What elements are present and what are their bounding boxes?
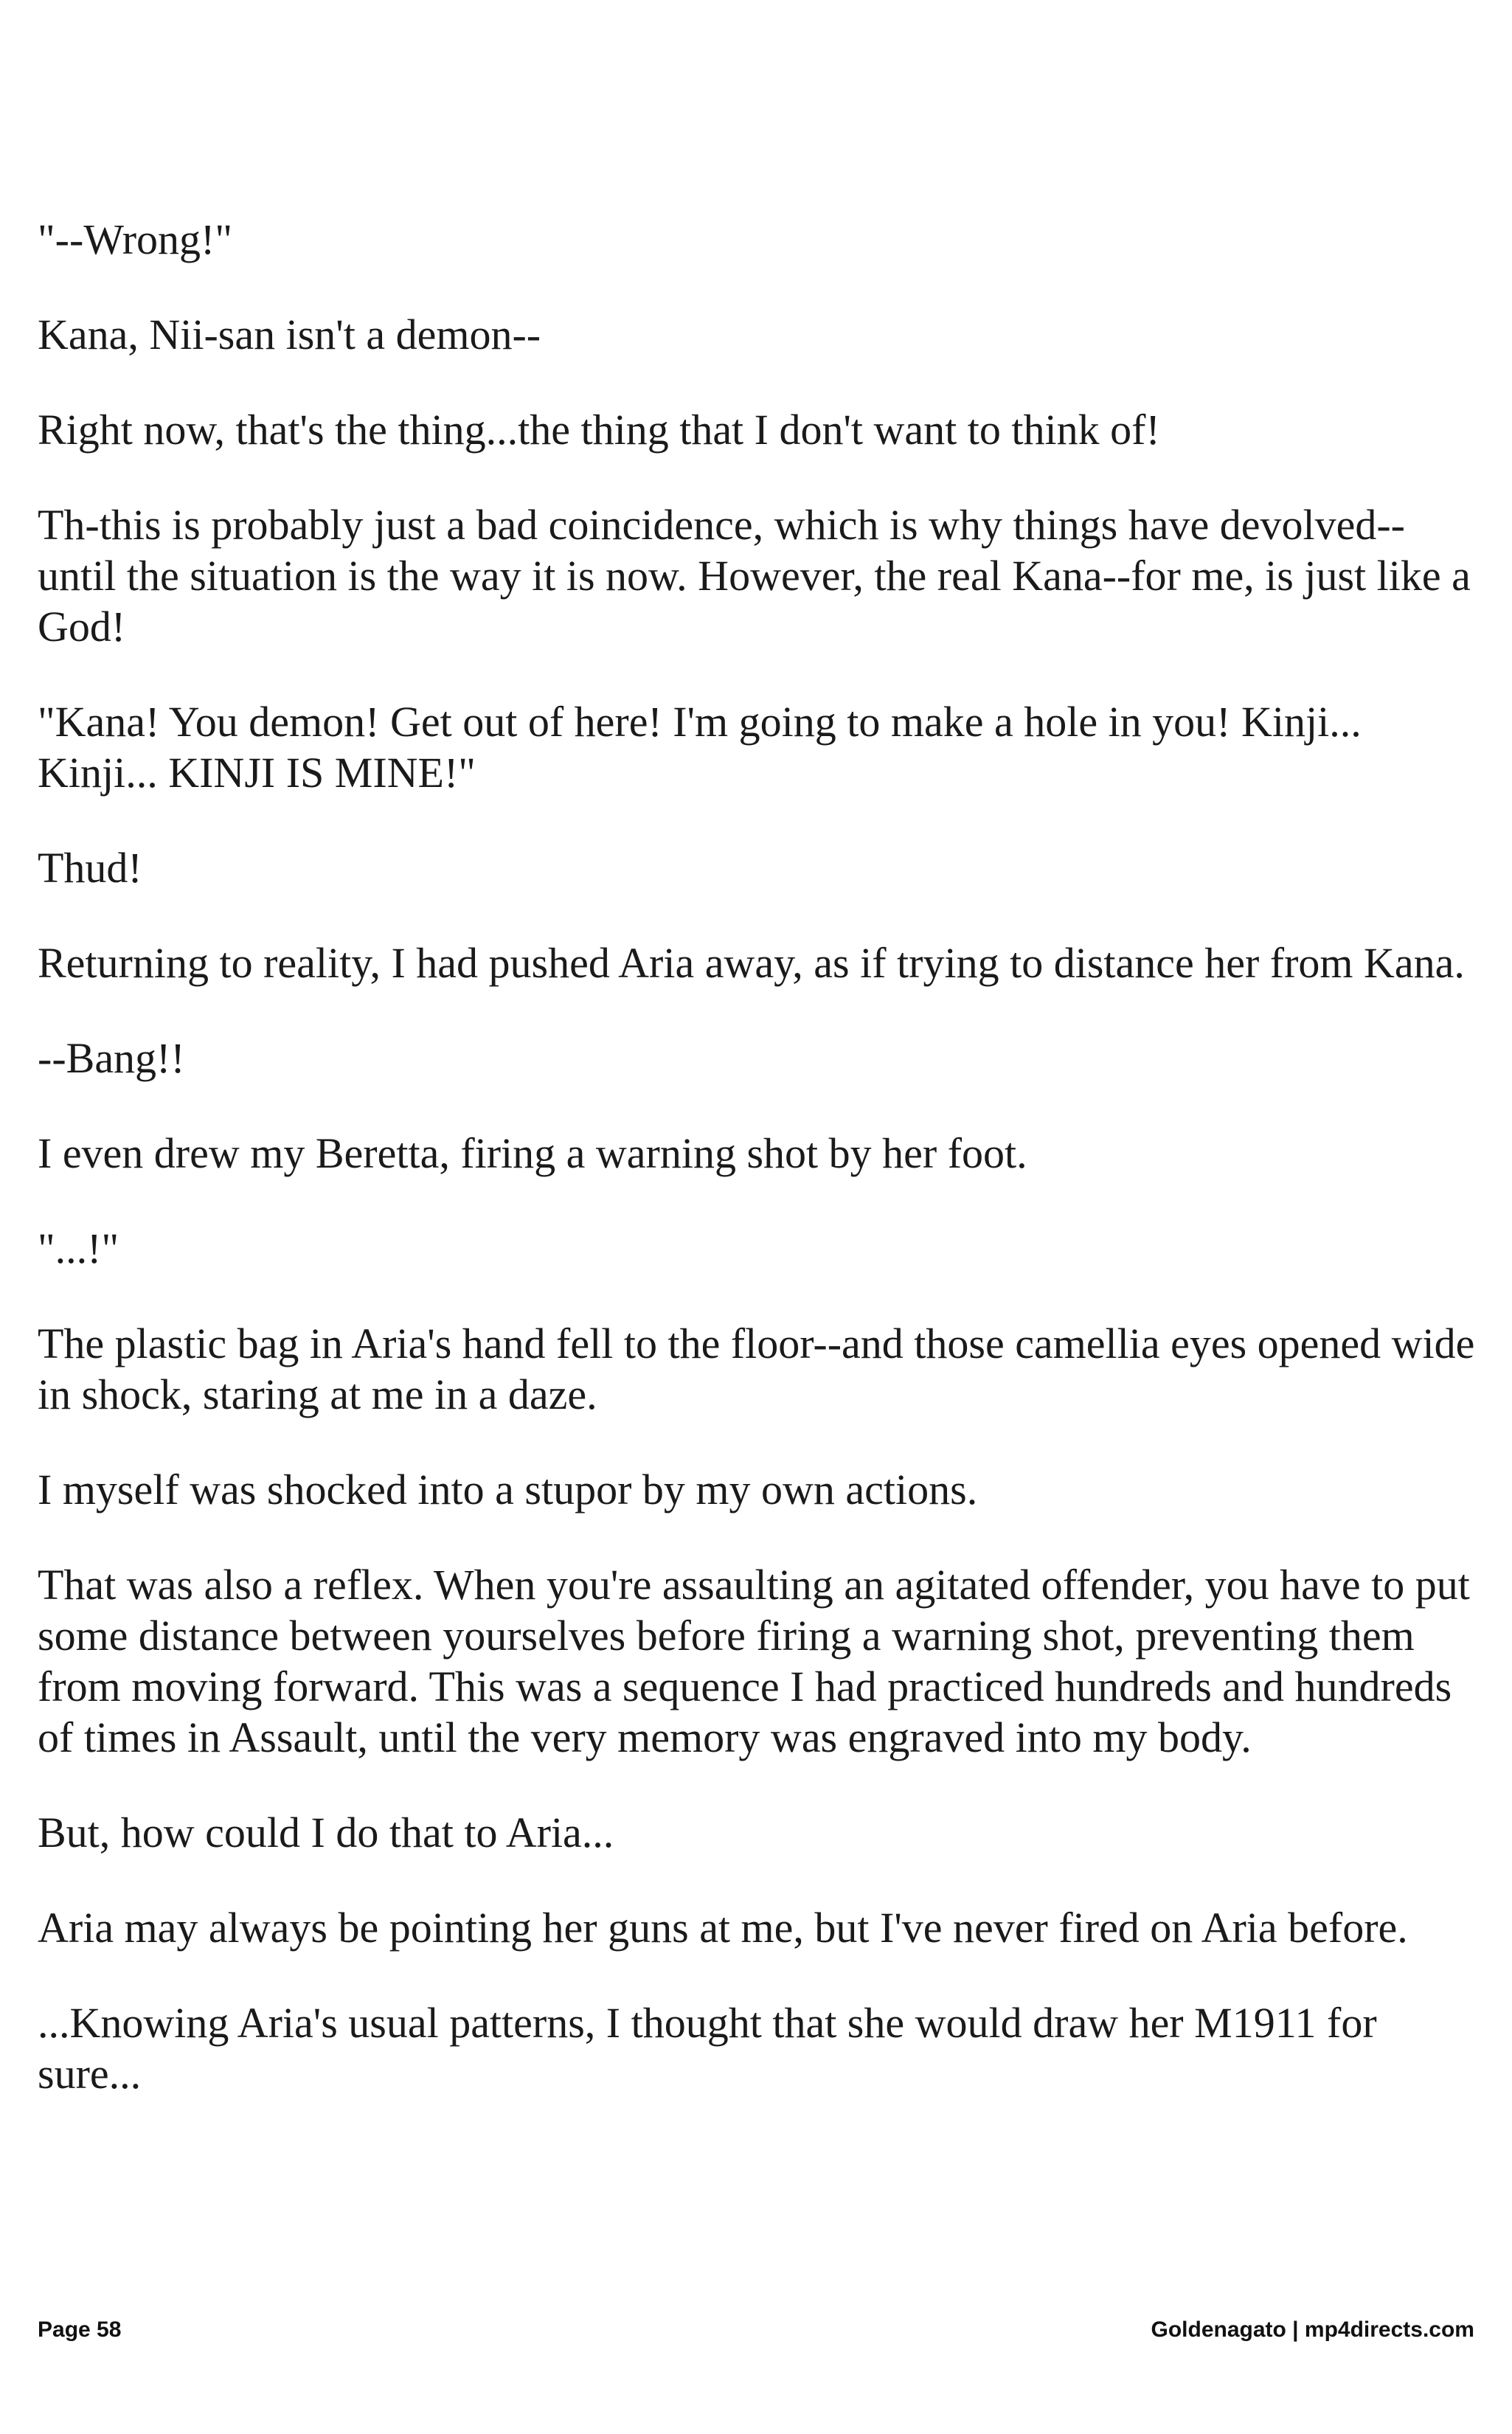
paragraph: "--Wrong!" (38, 215, 233, 263)
paragraph: "...!" (38, 1224, 119, 1272)
paragraph: I myself was shocked into a stupor by my own actions. (38, 1466, 978, 1514)
footer-credit: Goldenagato | mp4directs.com (1151, 2317, 1474, 2342)
page-body (38, 214, 1483, 2143)
paragraph: The plastic bag in Aria's hand fell to the floor--and those camellia eyes opened wide in shock, staring at me in a daze. (38, 1320, 1475, 1418)
paragraph: But, how could I do that to Aria... (38, 1809, 614, 1856)
paragraph: "Kana! You demon! Get out of here! I'm going to make a hole in you! Kinji... Kinji... KINJI IS MINE!" (38, 698, 1362, 797)
paragraph: Thud! (38, 844, 142, 892)
page-number: Page 58 (38, 2317, 122, 2342)
paragraph: Right now, that's the thing...the thing that I don't want to think of! (38, 406, 1160, 454)
paragraph: ...Knowing Aria's usual patterns, I thought that she would draw her M1911 for sure... (38, 1999, 1377, 2098)
paragraph: Th-this is probably just a bad coincidence, which is why things have devolved--until the situation is the way it is now. However, the real Kana--for me, is just like a God! (38, 501, 1471, 651)
paragraph: --Bang!! (38, 1034, 185, 1082)
paragraph: Returning to reality, I had pushed Aria away, as if trying to distance her from Kana. (38, 939, 1465, 987)
paragraph: Kana, Nii-san isn't a demon-- (38, 311, 541, 358)
paragraph: I even drew my Beretta, firing a warning shot by her foot. (38, 1129, 1027, 1177)
paragraph: Aria may always be pointing her guns at me, but I've never fired on Aria before. (38, 1904, 1408, 1952)
paragraph: That was also a reflex. When you're assaulting an agitated offender, you have to put some distance between yourselves before firing a warning shot, preventing them from moving forward. This was a sequence I had practiced hundreds and hundreds of times in Assault, until the very memory was engraved into my body. (38, 1561, 1470, 1761)
